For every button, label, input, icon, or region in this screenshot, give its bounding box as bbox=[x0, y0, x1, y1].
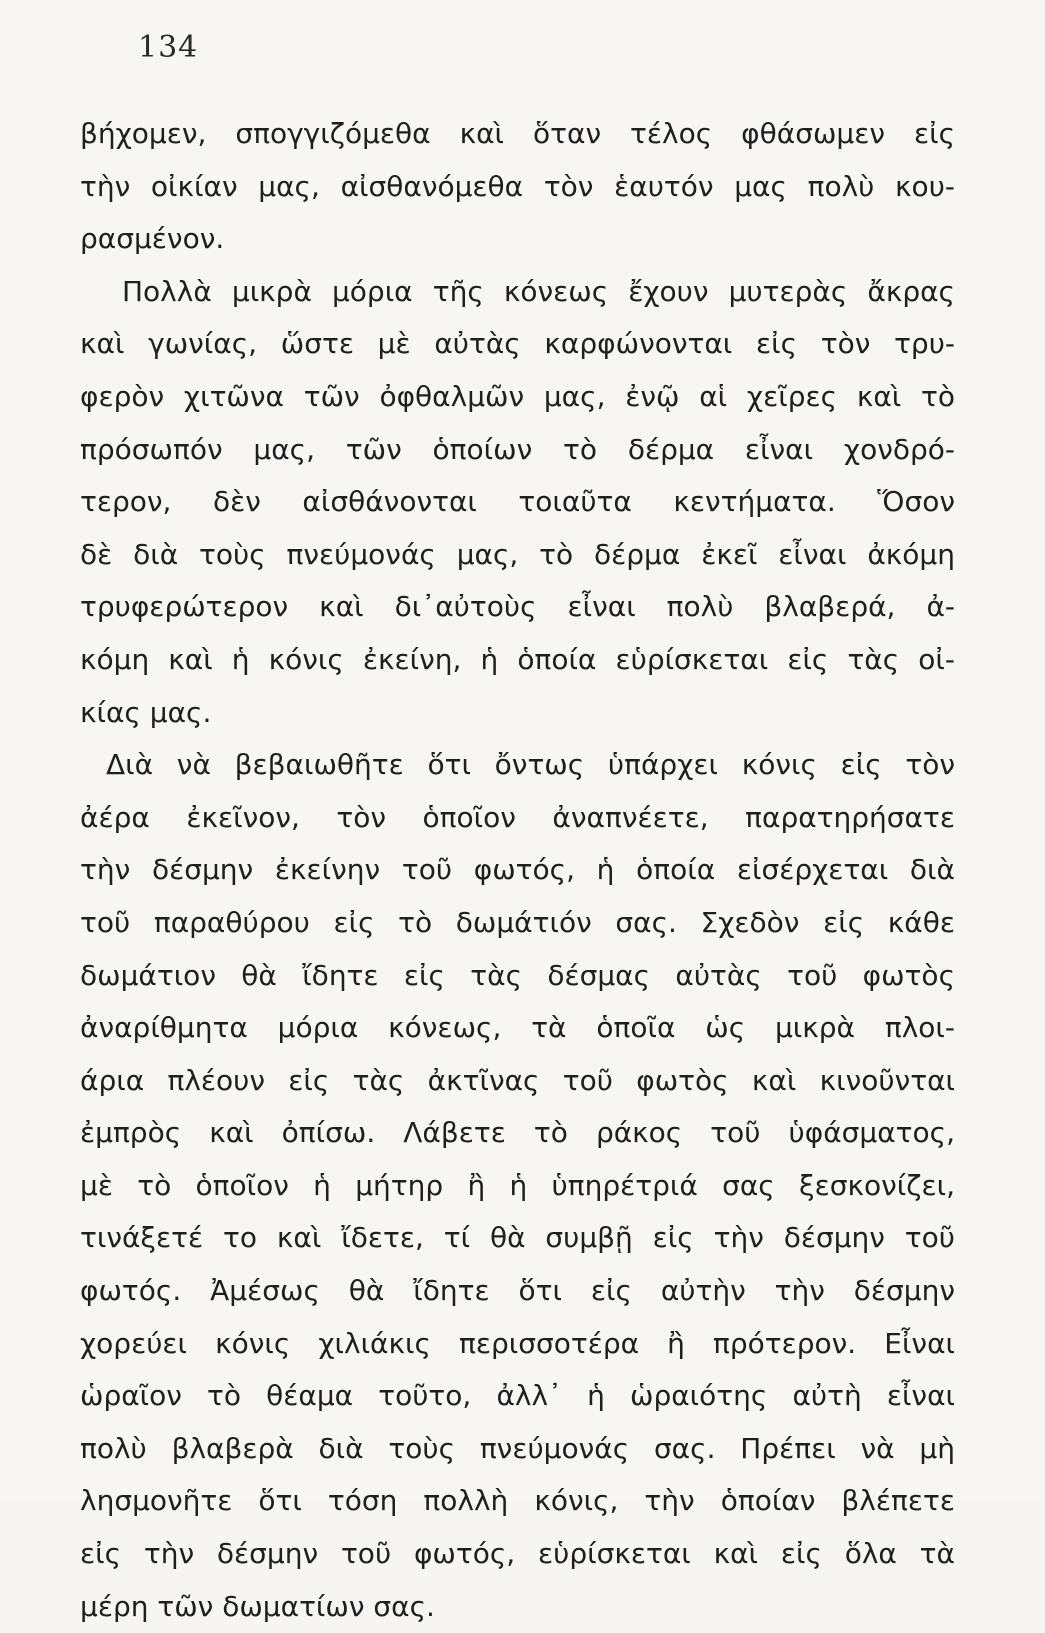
text-line: τινάξετέ το καὶ ἴδετε, τί θὰ συμβῇ εἰς τὴν δέσμην τοῦ bbox=[80, 1221, 955, 1255]
text-line: ἐμπρὸς καὶ ὀπίσω. Λάβετε τὸ ράκος τοῦ ὑφάσματος, bbox=[80, 1116, 955, 1150]
body-text bbox=[80, 108, 955, 1633]
text-line: τὴν δέσμην ἐκείνην τοῦ φωτός, ἡ ὁποία εἰσέρχεται διὰ bbox=[80, 853, 955, 887]
text-line: ἀναρίθμητα μόρια κόνεως, τὰ ὁποῖα ὡς μικρὰ πλοι- bbox=[80, 1011, 955, 1045]
text-line: εἰς τὴν δέσμην τοῦ φωτός, εὑρίσκεται καὶ εἰς ὅλα τὰ bbox=[80, 1537, 955, 1571]
page-number: 134 bbox=[138, 30, 199, 65]
text-line: πρόσωπόν μας, τῶν ὁποίων τὸ δέρμα εἶναι χονδρό- bbox=[80, 432, 955, 466]
text-line: τὴν οἰκίαν μας, αἰσθανόμεθα τὸν ἑαυτόν μας πολὺ κου- bbox=[80, 169, 955, 203]
text-line: χορεύει κόνις χιλιάκις περισσοτέρα ἢ πρότερον. Εἶναι bbox=[80, 1326, 955, 1360]
text-line: κόμη καὶ ἡ κόνις ἐκείνη, ἡ ὁποία εὑρίσκεται εἰς τὰς οἰ- bbox=[80, 642, 955, 676]
text-line: τοῦ παραθύρου εἰς τὸ δωμάτιόν σας. Σχεδὸν εἰς κάθε bbox=[80, 905, 955, 939]
text-line: τερον, δὲν αἰσθάνονται τοιαῦτα κεντήματα. Ὅσον bbox=[80, 485, 955, 519]
text-line: λησμονῆτε ὅτι τόση πολλὴ κόνις, τὴν ὁποίαν βλέπετε bbox=[80, 1484, 955, 1518]
text-line: τρυφερώτερον καὶ δι᾽αὐτοὺς εἶναι πολὺ βλαβερά, ἀ- bbox=[80, 590, 955, 624]
text-line: ἀέρα ἐκεῖνον, τὸν ὁποῖον ἀναπνέετε, παρατηρήσατε bbox=[80, 800, 955, 834]
text-line: ὡραῖον τὸ θέαμα τοῦτο, ἀλλ᾽ ἡ ὡραιότης αὐτὴ εἶναι bbox=[80, 1379, 955, 1413]
text-line: δὲ διὰ τοὺς πνεύμονάς μας, τὸ δέρμα ἐκεῖ εἶναι ἀκόμη bbox=[80, 537, 955, 571]
text-line: μέρη τῶν δωματίων σας. bbox=[80, 1589, 435, 1623]
text-line: ρασμένον. bbox=[80, 222, 225, 256]
text-line: κίας μας. bbox=[80, 695, 212, 729]
text-line: άρια πλέουν εἰς τὰς ἀκτῖνας τοῦ φωτὸς καὶ κινοῦνται bbox=[80, 1063, 955, 1097]
text-line: φερὸν χιτῶνα τῶν ὀφθαλμῶν μας, ἐνῷ αἱ χεῖρες καὶ τὸ bbox=[80, 379, 955, 413]
text-line: καὶ γωνίας, ὥστε μὲ αὐτὰς καρφώνονται εἰς τὸν τρυ- bbox=[80, 327, 955, 361]
text-line: πολὺ βλαβερὰ διὰ τοὺς πνεύμονάς σας. Πρέπει νὰ μὴ bbox=[80, 1431, 955, 1465]
text-line: μὲ τὸ ὁποῖον ἡ μήτηρ ἢ ἡ ὑπηρέτριά σας ξεσκονίζει, bbox=[80, 1168, 955, 1202]
paragraph-start-line: Πολλὰ μικρὰ μόρια τῆς κόνεως ἔχουν μυτερὰς ἄκρας bbox=[122, 274, 955, 308]
text-line: φωτός. Ἀμέσως θὰ ἴδητε ὅτι εἰς αὐτὴν τὴν δέσμην bbox=[80, 1274, 955, 1308]
paragraph-start-line: Διὰ νὰ βεβαιωθῆτε ὅτι ὄντως ὑπάρχει κόνις εἰς τὸν bbox=[106, 748, 955, 782]
text-line: δωμάτιον θὰ ἴδητε εἰς τὰς δέσμας αὐτὰς τοῦ φωτὸς bbox=[80, 958, 955, 992]
text-line: βήχομεν, σπογγιζόμεθα καὶ ὅταν τέλος φθάσωμεν εἰς bbox=[80, 117, 955, 150]
